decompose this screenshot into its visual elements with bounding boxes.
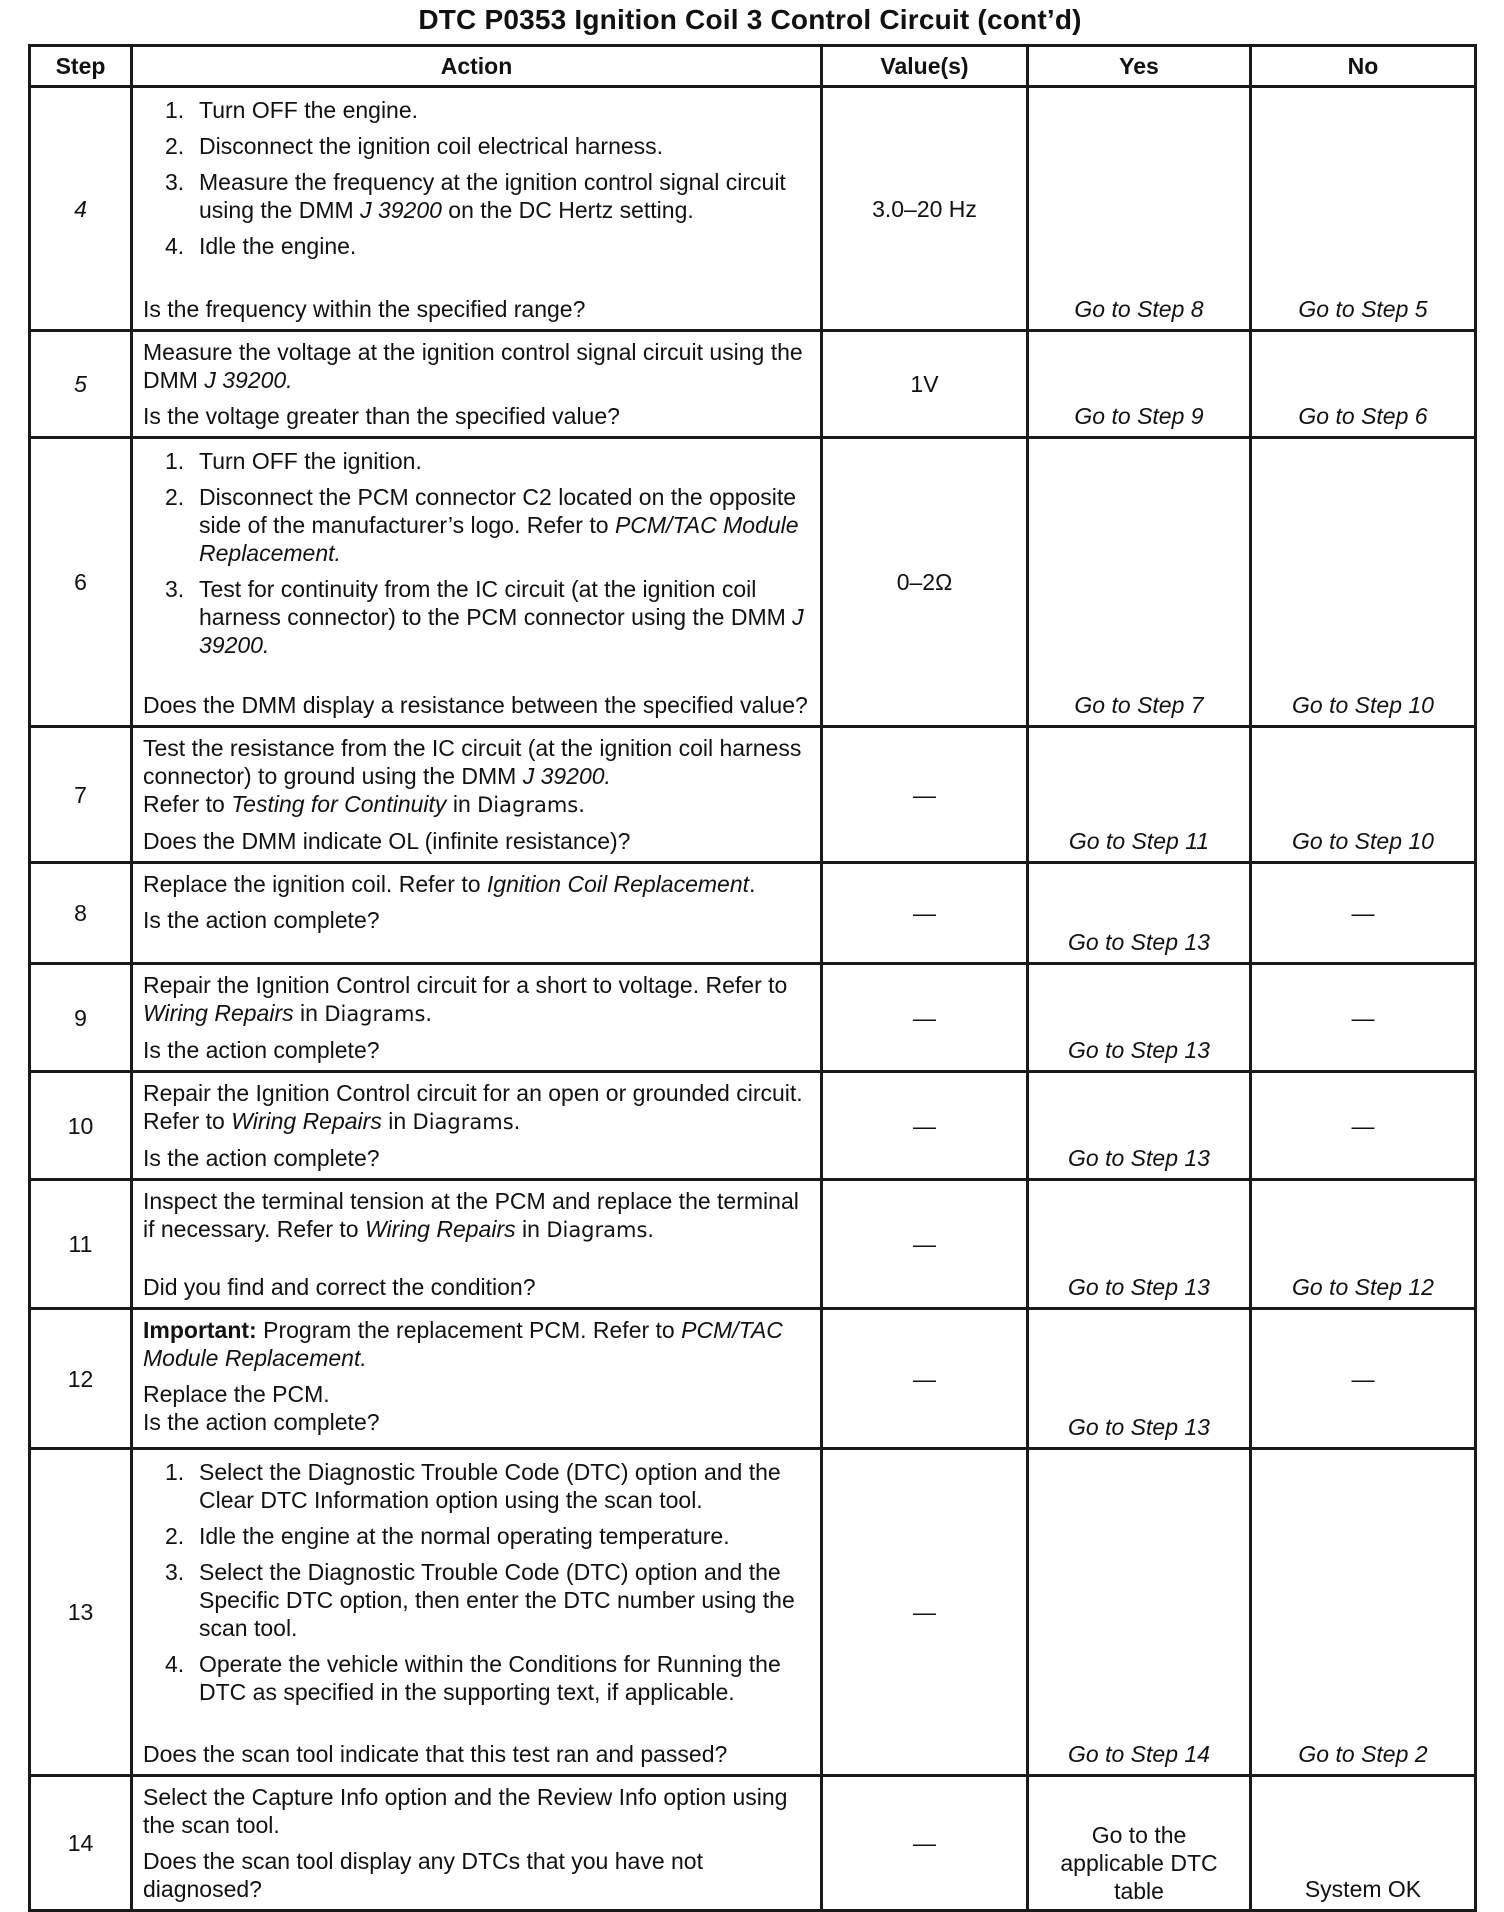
step-number: 6 — [30, 438, 132, 727]
table-row — [30, 1776, 1476, 1911]
yes-action: Go to Step 11 — [1028, 727, 1251, 863]
table-row — [30, 727, 1476, 863]
tool-reference: J 39200. — [199, 604, 804, 658]
value-cell: 1V — [822, 331, 1028, 438]
question-text: Did you find and correct the condition? — [143, 1274, 536, 1300]
header-no: No — [1251, 46, 1476, 87]
no-action: — — [1251, 1072, 1476, 1180]
step-number: 8 — [30, 863, 132, 964]
yes-action: Go to Step 7 — [1028, 438, 1251, 727]
list-item: 1. Turn OFF the engine. — [165, 97, 419, 123]
question-text: Does the scan tool display any DTCs that you have not diagnosed? — [143, 1848, 703, 1902]
header-yes: Yes — [1028, 46, 1251, 87]
manual-reference: Ignition Coil Replacement — [486, 871, 750, 897]
list-item: 3. Test for continuity from the IC circuit (at the ignition coil harness connector) to the PCM connector using the DMM J 39200. — [165, 576, 804, 658]
list-number: 3. — [165, 1559, 185, 1585]
question-text: Is the action complete? — [143, 1145, 380, 1171]
action-cell — [132, 438, 822, 727]
table-row — [30, 331, 1476, 438]
step-number: 5 — [30, 331, 132, 438]
question-text: Does the DMM display a resistance between the specified value? — [143, 692, 808, 718]
value-cell: — — [822, 1449, 1028, 1776]
list-item: 3. Measure the frequency at the ignition control signal circuit using the DMM J 39200 on the DC Hertz setting. — [165, 169, 786, 223]
question-text: Is the voltage greater than the specified value? — [143, 403, 620, 429]
manual-reference: PCM/TAC Module Replacement. — [199, 512, 799, 566]
value-cell: — — [822, 964, 1028, 1072]
table-row — [30, 1449, 1476, 1776]
action-cell: Replace the ignition coil. Refer to Ignition Coil Replacement. Is the action complete? — [132, 863, 822, 964]
header-values: Value(s) — [822, 46, 1028, 87]
manual-reference: Wiring Repairs — [365, 1216, 516, 1242]
no-action: Go to Step 10 — [1251, 727, 1476, 863]
no-action: Go to Step 12 — [1251, 1180, 1476, 1309]
step-number: 11 — [30, 1180, 132, 1309]
diagnostic-table — [28, 44, 1477, 1912]
list-number: 1. — [165, 448, 185, 474]
no-action: Go to Step 6 — [1251, 331, 1476, 438]
table-row — [30, 1309, 1476, 1449]
table-row — [30, 964, 1476, 1072]
list-number: 1. — [165, 1459, 185, 1485]
tool-reference: J 39200. — [522, 763, 611, 789]
manual-reference: Wiring Repairs — [231, 1108, 382, 1134]
value-cell: 3.0–20 Hz — [822, 87, 1028, 331]
yes-action: Go to the applicable DTC table — [1028, 1776, 1251, 1911]
yes-action: Go to Step 13 — [1028, 1309, 1251, 1449]
step-number: 7 — [30, 727, 132, 863]
step-number: 13 — [30, 1449, 132, 1776]
question-text: Is the action complete? — [143, 907, 380, 933]
yes-action: Go to Step 8 — [1028, 87, 1251, 331]
action-cell — [132, 1449, 822, 1776]
no-action: System OK — [1251, 1776, 1476, 1911]
list-number: 1. — [165, 97, 185, 123]
action-cell — [132, 87, 822, 331]
question-text: Is the frequency within the specified range? — [143, 296, 586, 322]
value-cell: — — [822, 863, 1028, 964]
table-row — [30, 1180, 1476, 1309]
action-cell: Test the resistance from the IC circuit (at the ignition coil harness connector) to ground using the DMM J 39200. Refer to Testing for Continuity in Diagrams. Does the DMM indicate OL (infinite resistance)? — [132, 727, 822, 863]
list-number: 3. — [165, 169, 185, 195]
no-action: Go to Step 2 — [1251, 1449, 1476, 1776]
table-row — [30, 438, 1476, 727]
tool-reference: J 39200. — [204, 367, 293, 393]
list-number: 2. — [165, 133, 185, 159]
list-item: 2. Idle the engine at the normal operating temperature. — [165, 1523, 730, 1549]
step-number: 14 — [30, 1776, 132, 1911]
manual-reference: PCM/TAC Module Replacement. — [143, 1317, 783, 1371]
list-number: 2. — [165, 484, 185, 510]
value-cell: 0–2Ω — [822, 438, 1028, 727]
important-label: Important: — [143, 1317, 257, 1343]
question-text: Does the scan tool indicate that this test ran and passed? — [143, 1741, 728, 1767]
no-action: Go to Step 10 — [1251, 438, 1476, 727]
value-cell: — — [822, 1776, 1028, 1911]
yes-action: Go to Step 13 — [1028, 1180, 1251, 1309]
tool-reference: J 39200 — [360, 197, 442, 223]
yes-action: Go to Step 13 — [1028, 863, 1251, 964]
page-title: DTC P0353 Ignition Coil 3 Control Circuit (cont’d) — [418, 4, 1082, 35]
list-item: 2. Disconnect the ignition coil electrical harness. — [165, 133, 664, 159]
yes-action: Go to Step 9 — [1028, 331, 1251, 438]
step-number: 4 — [30, 87, 132, 331]
header-action: Action — [132, 46, 822, 87]
list-item: 4. Idle the engine. — [165, 233, 357, 259]
value-cell: — — [822, 1180, 1028, 1309]
list-number: 4. — [165, 1651, 185, 1677]
list-number: 3. — [165, 576, 185, 602]
yes-action: Go to Step 13 — [1028, 964, 1251, 1072]
list-item: 1. Select the Diagnostic Trouble Code (DTC) option and the Clear DTC Information option using the scan tool. — [165, 1459, 781, 1513]
yes-action: Go to Step 14 — [1028, 1449, 1251, 1776]
no-action: Go to Step 5 — [1251, 87, 1476, 331]
question-text: Is the action complete? — [143, 1037, 380, 1063]
header-step: Step — [30, 46, 132, 87]
value-cell: — — [822, 1309, 1028, 1449]
list-item: 3. Select the Diagnostic Trouble Code (DTC) option and the Specific DTC option, then enter the DTC number using the scan tool. — [165, 1559, 795, 1641]
list-number: 4. — [165, 233, 185, 259]
question-text: Does the DMM indicate OL (infinite resistance)? — [143, 828, 631, 854]
list-number: 2. — [165, 1523, 185, 1549]
manual-reference: Wiring Repairs — [143, 1000, 294, 1026]
action-cell: Measure the voltage at the ignition control signal circuit using the DMM J 39200. Is the voltage greater than the specified value? — [132, 331, 822, 438]
action-cell: Inspect the terminal tension at the PCM and replace the terminal if necessary. Refer to Wiring Repairs in Diagrams. Did you find and correct the condition? — [132, 1180, 822, 1309]
value-cell: — — [822, 1072, 1028, 1180]
list-item: 4. Operate the vehicle within the Conditions for Running the DTC as specified in the supporting text, if applicable. — [165, 1651, 781, 1705]
table-row — [30, 1072, 1476, 1180]
step-number: 9 — [30, 964, 132, 1072]
yes-action: Go to Step 13 — [1028, 1072, 1251, 1180]
manual-reference: Testing for Continuity — [231, 791, 447, 817]
no-action: — — [1251, 863, 1476, 964]
action-cell: Repair the Ignition Control circuit for an open or grounded circuit. Refer to Wiring Repairs in Diagrams. Is the action complete? — [132, 1072, 822, 1180]
step-number: 12 — [30, 1309, 132, 1449]
table-row — [30, 863, 1476, 964]
action-cell: Important: Program the replacement PCM. Refer to PCM/TAC Module Replacement. Replace the PCM. Is the action complete? — [132, 1309, 822, 1449]
action-cell: Repair the Ignition Control circuit for a short to voltage. Refer to Wiring Repairs in Diagrams. Is the action complete? — [132, 964, 822, 1072]
action-cell: Select the Capture Info option and the Review Info option using the scan tool. Does the scan tool display any DTCs that you have not diagnosed? — [132, 1776, 822, 1911]
header-row — [30, 46, 1476, 87]
value-cell: — — [822, 727, 1028, 863]
question-text: Is the action complete? — [143, 1409, 380, 1435]
no-action: — — [1251, 1309, 1476, 1449]
table-row — [30, 87, 1476, 331]
no-action: — — [1251, 964, 1476, 1072]
list-item: 1. Turn OFF the ignition. — [165, 448, 422, 474]
step-number: 10 — [30, 1072, 132, 1180]
list-item: 2. Disconnect the PCM connector C2 located on the opposite side of the manufacturer’s logo. Refer to PCM/TAC Module Replacement. — [165, 484, 799, 566]
